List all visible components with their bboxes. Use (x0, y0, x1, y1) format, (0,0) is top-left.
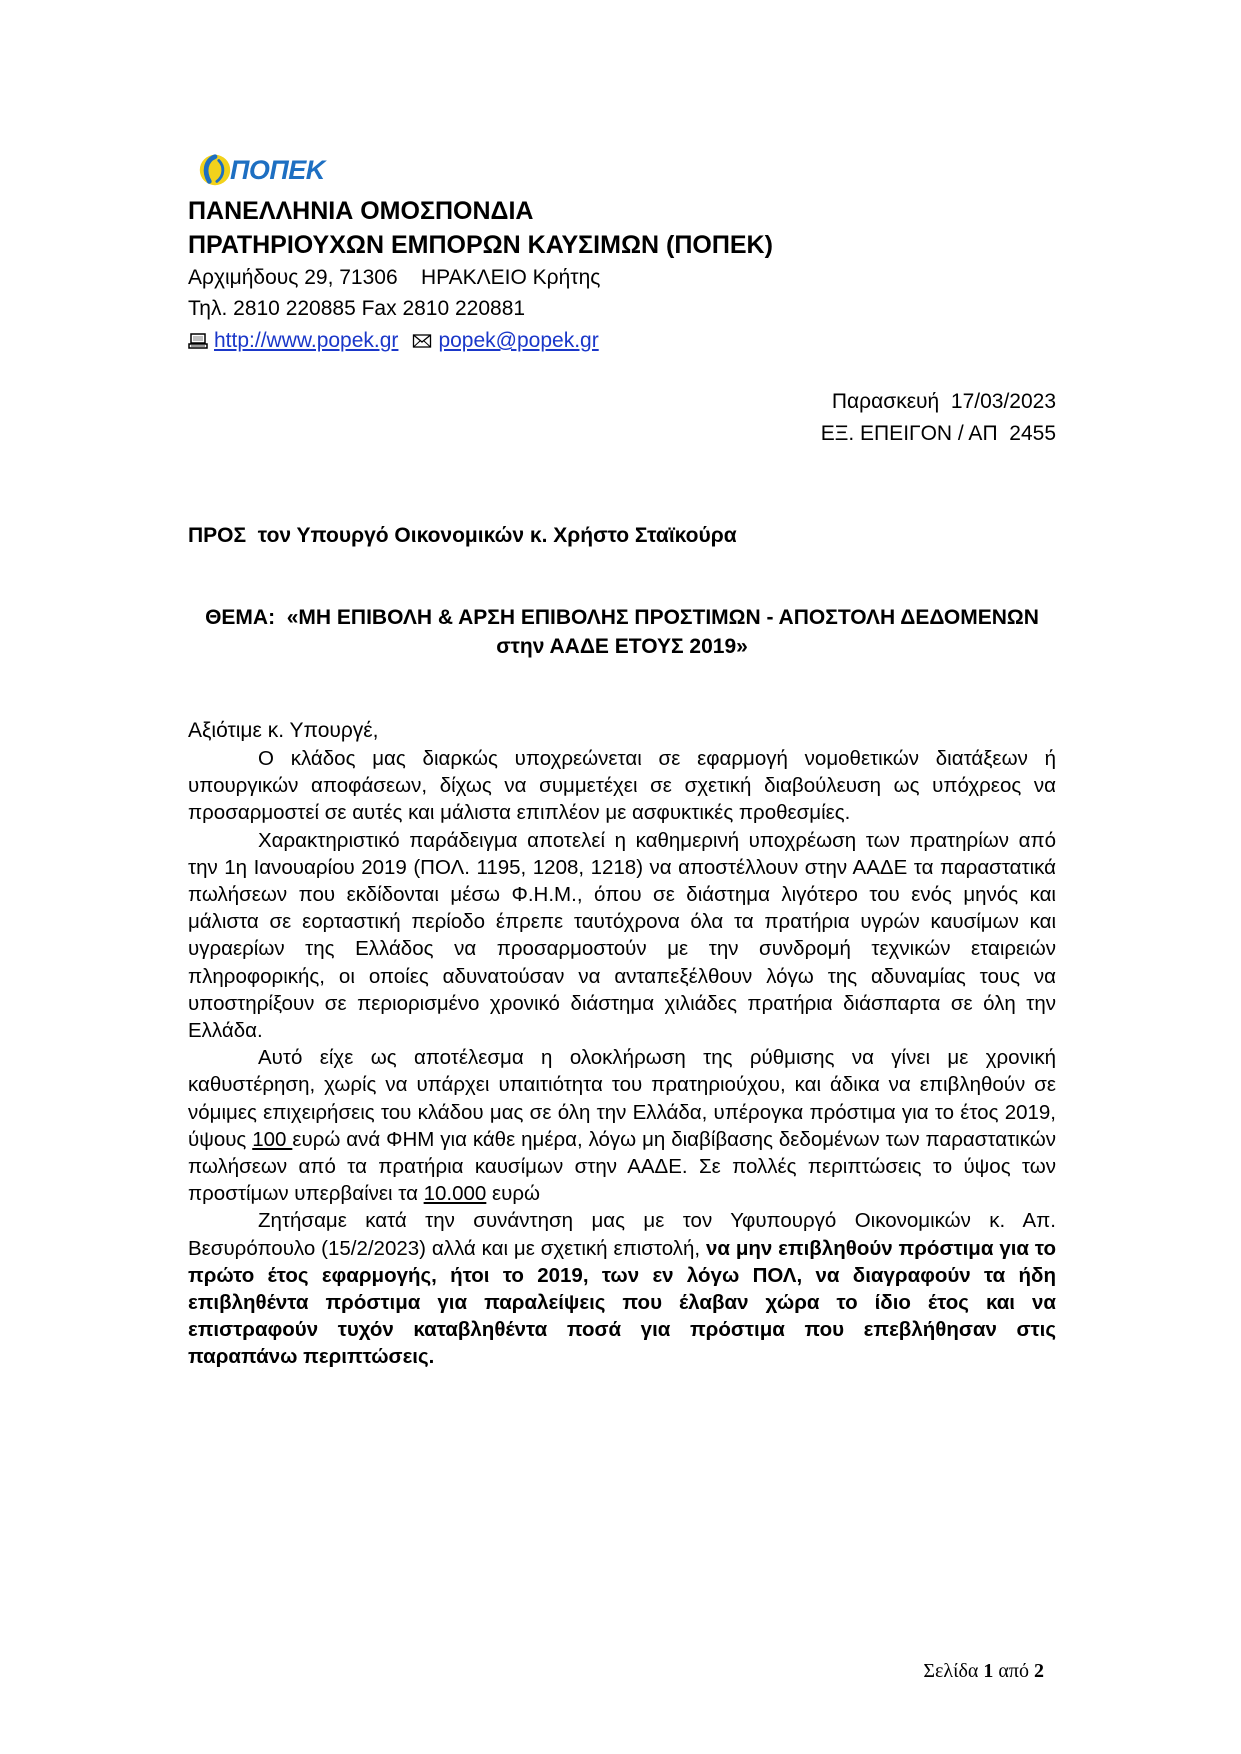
logo-text: ΠΟΠΕΚ (230, 154, 325, 185)
paragraph-4 (188, 1207, 1056, 1370)
page-total: 2 (1034, 1660, 1044, 1682)
envelope-icon (412, 332, 432, 350)
paragraph-4-text: Ζητήσαμε κατά την συνάντηση μας με τον Υφυπουργό Οικονομικών κ. Απ. Βεσυρόπουλο (15/2/2023) αλλά και με σχετική επιστολή, (188, 1209, 1056, 1260)
page-current: 1 (983, 1660, 994, 1682)
org-address: Αρχιμήδους 29, 71306 ΗΡΑΚΛΕΙΟ Κρήτης (188, 266, 601, 289)
paragraph-3-text-b: ευρώ ανά ΦΗΜ για κάθε ημέρα, λόγω μη διαβίβασης δεδομένων των παραστατικών πωλήσεων από τα πρατήρια καυσίμων στην ΑΑΔΕ. Σε πολλές περιπτώσεις το ύψος των προστίμων υπερβαίνει τα (188, 1127, 1056, 1206)
paragraph-4-request: να μην επιβληθούν πρόστιμα για το πρώτο έτος εφαρμογής, ήτοι το 2019, των εν λόγω ΠΟΛ, να διαγραφούν τα ήδη επιβληθέντα πρόστιμα για παραλείψεις που έλαβαν χώρα το ίδιο έτος και να επιστραφούν τυχόν καταβληθέντα ποσά για πρόστιμα που επεβλήθησαν στις παραπάνω περιπτώσεις. (188, 1236, 1056, 1369)
paragraph-1: Ο κλάδος μας διαρκώς υποχρεώνεται σε εφαρμογή νομοθετικών διατάξεων ή υπουργικών αποφάσεων, δίχως να συμμετέχει σε σχετική διαβούλευση ως υπόχρεος να προσαρμοστεί σε αυτές και μάλιστα επιπλέον με ασφυκτικές προθεσμίες. (188, 747, 1056, 825)
letter-body (188, 745, 1056, 1371)
letter-reference: ΕΞ. ΕΠΕΙΓΟΝ / ΑΠ 2455 (820, 422, 1056, 445)
paragraph-3-text-c: ευρώ (486, 1182, 541, 1206)
subject (188, 603, 1056, 661)
org-name-line1: ΠΑΝΕΛΛΗΝΙΑ ΟΜΟΣΠΟΝΔΙΑ (188, 197, 534, 225)
logo-emblem-icon (196, 151, 234, 189)
salutation: Αξιότιμε κ. Υπουργέ, (188, 719, 379, 742)
page-label: Σελίδα (923, 1660, 984, 1682)
popek-logo (196, 150, 325, 190)
subject-line1: ΘΕΜΑ: «ΜΗ ΕΠΙΒΟΛΗ & ΑΡΣΗ ΕΠΙΒΟΛΗΣ ΠΡΟΣΤΙΜΩΝ - ΑΠΟΣΤΟΛΗ ΔΕΔΟΜΕΝΩΝ (205, 606, 1039, 629)
fine-amount-max: 10.000 (423, 1182, 487, 1206)
page-number (923, 1660, 1044, 1683)
org-links (188, 327, 599, 355)
recipient: ΠΡΟΣ τον Υπουργό Οικονομικών κ. Χρήστο Σταϊκούρα (188, 524, 737, 547)
org-phone-fax: Τηλ. 2810 220885 Fax 2810 220881 (188, 297, 526, 320)
letter-date: Παρασκευή 17/03/2023 (831, 390, 1056, 413)
paragraph-3 (188, 1044, 1056, 1207)
fine-amount-per-day: 100 (252, 1127, 293, 1151)
subject-line2: στην ΑΑΔΕ ΕΤΟΥΣ 2019» (496, 635, 748, 658)
website-link[interactable]: http://www.popek.gr (214, 329, 399, 352)
paragraph-3-text-a: Αυτό είχε ως αποτέλεσμα η ολοκλήρωση της ρύθμισης να γίνει με χρονική καθυστέρηση, χωρίς να υπάρχει υπαιτιότητα του πρατηριούχου, και άδικα να επιβληθούν σε νόμιμες επιχειρήσεις του κλάδου μας σε όλη την Ελλάδα, υπέρογκα πρόστιμα για το έτος 2019, ύψους (188, 1046, 1056, 1151)
page-of-label: από (993, 1660, 1034, 1682)
email-link[interactable]: popek@popek.gr (438, 329, 599, 352)
computer-icon (188, 332, 208, 350)
paragraph-2: Χαρακτηριστικό παράδειγμα αποτελεί η καθημερινή υποχρέωση των πρατηρίων από την 1η Ιανουαρίου 2019 (ΠΟΛ. 1195, 1208, 1218) να αποστέλλουν στην ΑΑΔΕ τα παραστατικά πωλήσεων που εκδίδονται μέσω Φ.Η.Μ., όπου σε διάστημα λιγότερο του ενός μηνός και μάλιστα σε εορταστική περίοδο έπρεπε ταυτόχρονα όλα τα πρατήρια υγρών καυσίμων και υγραερίων της Ελλάδος να προσαρμοστούν με την συνδρομή τεχνικών εταιρειών πληροφορικής, οι οποίες αδυνατούσαν να ανταπεξέλθουν λόγω της αδυναμίας τους να υποστηρίξουν σε περιορισμένο χρονικό διάστημα χιλιάδες πρατήρια διάσπαρτα σε όλη την Ελλάδα. (188, 828, 1056, 1043)
org-name-line2: ΠΡΑΤΗΡΙΟΥΧΩΝ ΕΜΠΟΡΩΝ ΚΑΥΣΙΜΩΝ (ΠΟΠΕΚ) (188, 231, 773, 259)
